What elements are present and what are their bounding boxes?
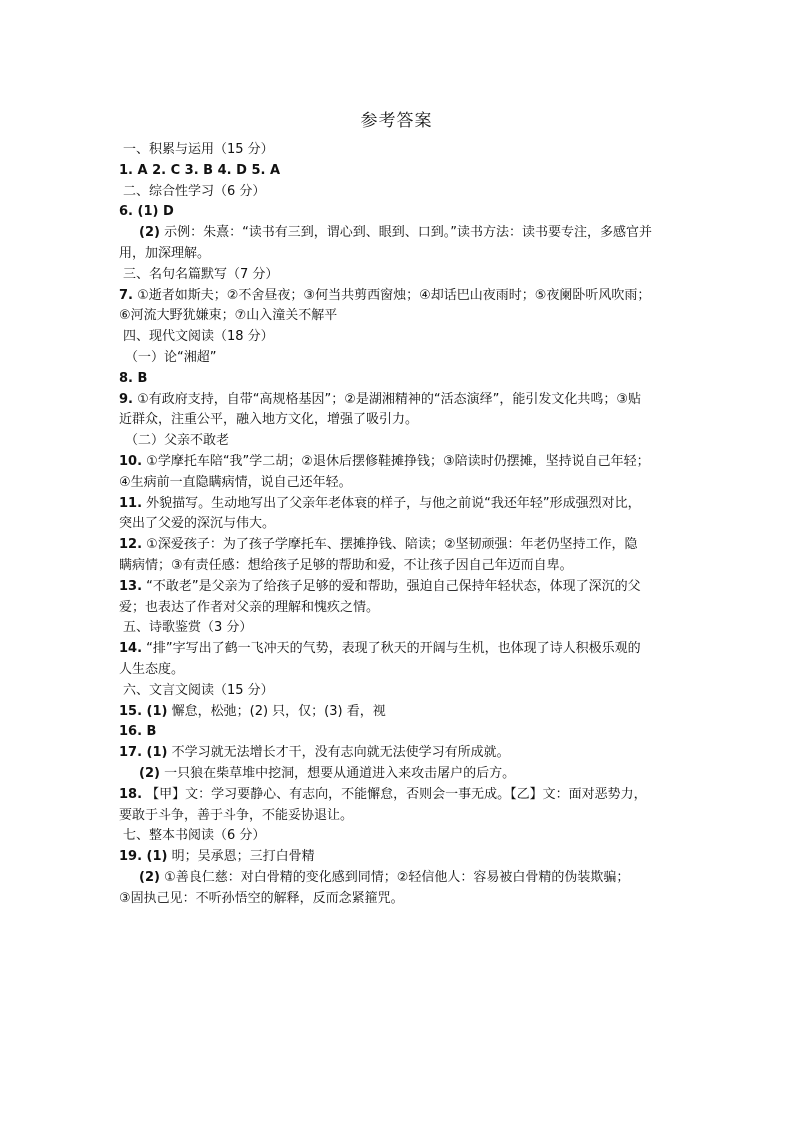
question-number: 10. — [119, 453, 143, 469]
answer-text: 七、整本书阅读（6 分） — [123, 828, 266, 844]
answer-line — [119, 202, 689, 223]
answer-text: 外貌描写。生动地写出了父亲年老体衰的样子，与他之前说“我还年轻”形成强烈对比， — [142, 495, 641, 511]
answer-text: （一）论“湘超” — [125, 349, 217, 365]
answer-line — [119, 702, 689, 723]
answer-text: ④生病前一直隐瞒病情，说自己还年轻。 — [119, 474, 352, 490]
answer-line — [119, 847, 689, 868]
answer-text: （二）父亲不敢老 — [125, 433, 230, 449]
answer-text: ③固执己见：不听孙悟空的解释，反而念紧箍咒。 — [119, 890, 404, 906]
answer-text: “不敢老”是父亲为了给孩子足够的爱和帮助，强迫自己保持年轻状态，体现了深沉的父 — [142, 578, 641, 594]
section-heading — [119, 826, 689, 847]
answer-text: ①有政府支持，自带“高规格基因”；②是湖湘精神的“活态演绎”，能引发文化共鸣；③贴 — [132, 391, 642, 407]
section-heading — [119, 182, 689, 203]
answer-text: 示例：朱熹：“读书有三到，谓心到、眼到、口到。”读书方法：读书要专注，多感官并 — [159, 225, 653, 241]
answer-line — [119, 369, 689, 390]
answer-line — [119, 598, 689, 619]
section-heading — [119, 618, 689, 639]
answer-text: 不学习就无法增长才干，没有志向就无法使学习有所成就。 — [167, 745, 510, 761]
answer-text: 用，加深理解。 — [119, 245, 211, 261]
answer-text: 懈怠，松弛；(2) 只，仅；(3) 看，视 — [167, 703, 386, 719]
question-number: (2) — [139, 225, 160, 241]
subsection-heading — [119, 348, 689, 369]
question-number: 7. — [119, 287, 133, 303]
answer-text: 人生态度。 — [119, 661, 185, 677]
question-number: 12. — [119, 537, 143, 553]
answer-line — [119, 473, 689, 494]
answer-line — [119, 889, 689, 910]
answer-line — [119, 785, 689, 806]
subsection-heading — [119, 431, 689, 452]
answer-text: 一只狼在柴草堆中挖洞，想要从通道进入来攻击屠户的后方。 — [159, 765, 516, 781]
answer-text: 突出了父爱的深沉与伟大。 — [119, 516, 276, 532]
question-number: 1. A 2. C 3. B 4. D 5. A — [119, 162, 281, 178]
answer-line — [119, 868, 689, 889]
section-heading — [119, 140, 689, 161]
answer-text: “排”字写出了鹤一飞冲天的气势，表现了秋天的开阔与生机，也体现了诗人积极乐观的 — [142, 641, 641, 657]
answer-line — [119, 286, 689, 307]
section-heading — [119, 265, 689, 286]
answer-text: ①善良仁慈：对白骨精的变化感到同情；②轻信他人：容易被白骨精的伪装欺骗； — [159, 869, 630, 885]
answer-text: ①深爱孩子：为了孩子学摩托车、摆摊挣钱、陪读；②坚韧顽强：年老仍坚持工作，隐 — [142, 537, 638, 553]
answer-text: ①逝者如斯夫；②不舍昼夜；③何当共剪西窗烛；④却话巴山夜雨时；⑤夜阑卧听风吹雨； — [132, 287, 651, 303]
answer-content — [119, 140, 689, 909]
answer-line — [119, 660, 689, 681]
answer-line — [119, 535, 689, 556]
question-number: 14. — [119, 641, 143, 657]
answer-text: 一、积累与运用（15 分） — [123, 142, 274, 157]
question-number: 18. — [119, 786, 143, 802]
question-number: 6. (1) D — [119, 204, 174, 220]
question-number: (2) — [139, 765, 160, 781]
question-number: 13. — [119, 578, 143, 594]
answer-line — [119, 306, 689, 327]
question-number: 19. (1) — [119, 849, 168, 865]
answer-line — [119, 722, 689, 743]
question-number: (2) — [139, 869, 160, 885]
answer-text: 六、文言文阅读（15 分） — [123, 682, 274, 698]
answer-line — [119, 764, 689, 785]
answer-line — [119, 244, 689, 265]
answer-line — [119, 639, 689, 660]
answer-line — [119, 161, 689, 182]
question-number: 11. — [119, 495, 143, 511]
answer-line — [119, 556, 689, 577]
answer-line — [119, 390, 689, 411]
answer-line — [119, 577, 689, 598]
answer-text: ⑥河流大野犹嫌束；⑦山入潼关不解平 — [119, 308, 338, 324]
answer-text: 三、名句名篇默写（7 分） — [123, 266, 279, 282]
question-number: 16. B — [119, 724, 157, 740]
answer-line — [119, 743, 689, 764]
answer-line — [119, 410, 689, 431]
answer-text: 四、现代文阅读（18 分） — [123, 329, 274, 345]
answer-line — [119, 514, 689, 535]
answer-text: 明；吴承恩；三打白骨精 — [167, 849, 315, 865]
section-heading — [119, 681, 689, 702]
question-number: 15. (1) — [119, 703, 168, 719]
answer-text: 二、综合性学习（6 分） — [123, 183, 266, 199]
question-number: 17. (1) — [119, 745, 168, 761]
answer-text: 【甲】文：学习要静心、有志向，不能懈怠，否则会一事无成。【乙】文：面对恶势力， — [142, 786, 647, 802]
answer-text: 瞒病情；③有责任感：想给孩子足够的帮助和爱，不让孩子因自己年迈而自卑。 — [119, 557, 573, 573]
answer-text: 要敢于斗争，善于斗争，不能妥协退让。 — [119, 807, 354, 823]
answer-text: ①学摩托车陪“我”学二胡；②退休后摆修鞋摊挣钱；③陪读时仍摆摊，坚持说自己年轻； — [142, 453, 650, 469]
answer-line — [119, 806, 689, 827]
page-title: 参考答案 — [360, 111, 433, 131]
question-number: 8. B — [119, 370, 148, 386]
answer-text: 爱；也表达了作者对父亲的理解和愧疚之情。 — [119, 599, 380, 615]
answer-text: 五、诗歌鉴赏（3 分） — [123, 620, 253, 636]
question-number: 9. — [119, 391, 133, 407]
section-heading — [119, 327, 689, 348]
answer-line — [119, 494, 689, 515]
answer-line — [119, 452, 689, 473]
answer-line — [119, 223, 689, 244]
answer-text: 近群众，注重公平，融入地方文化，增强了吸引力。 — [119, 412, 419, 428]
